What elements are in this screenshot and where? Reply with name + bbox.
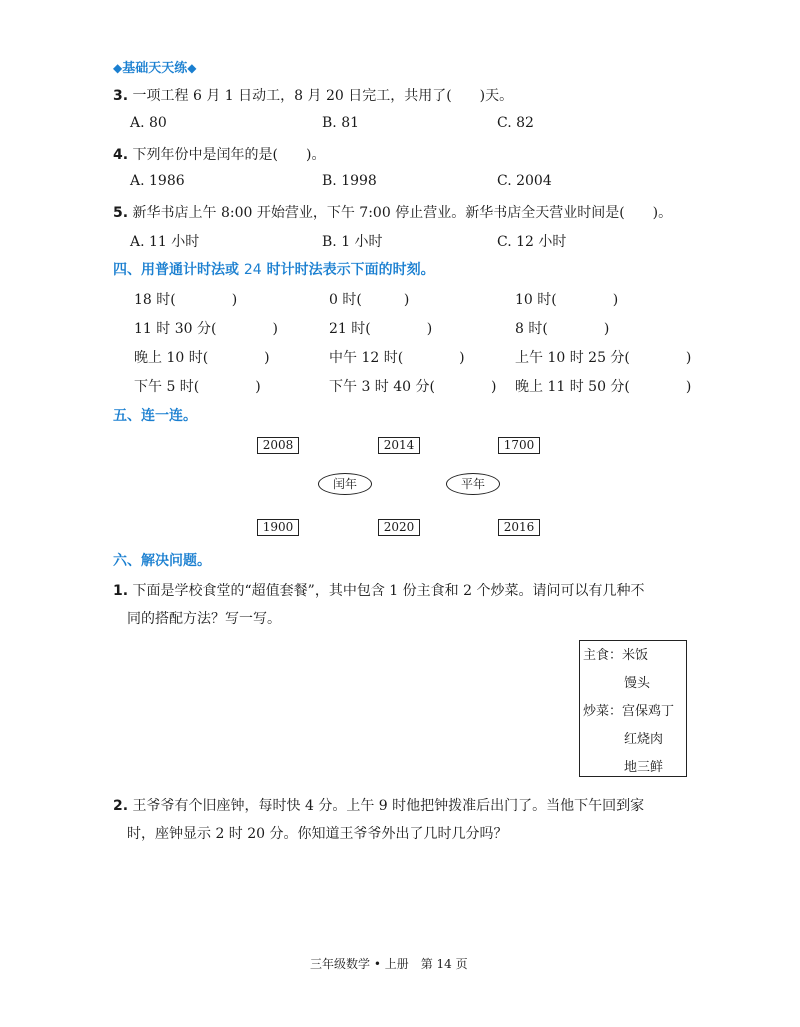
diamond-icon: ◆ bbox=[187, 61, 197, 75]
problem-number: 2. bbox=[113, 798, 129, 814]
question-stem: 新华书店上午 8:00 开始营业，下午 7:00 停止营业。新华书店全天营业时间是( )。 bbox=[132, 205, 673, 221]
section-5-title: 五、连一连。 bbox=[113, 408, 197, 424]
diamond-icon: ◆ bbox=[113, 61, 123, 75]
question-number: 3. bbox=[113, 88, 129, 104]
time-item: 上午 10 时 25 分( ) bbox=[515, 350, 692, 366]
question-4 bbox=[113, 144, 325, 164]
common-year-oval[interactable]: 平年 bbox=[446, 473, 500, 495]
year-box[interactable]: 2014 bbox=[378, 437, 420, 454]
time-item: 下午 5 时( ) bbox=[134, 379, 261, 395]
option-a: A. 11 小时 bbox=[130, 234, 200, 250]
time-item: 晚上 11 时 50 分( ) bbox=[515, 379, 692, 395]
time-item: 晚上 10 时( ) bbox=[134, 350, 270, 366]
year-box[interactable]: 1900 bbox=[257, 519, 299, 536]
problem-2-line2: 时，座钟显示 2 时 20 分。你知道王爷爷外出了几时几分吗？ bbox=[127, 826, 508, 842]
option-b: B. 1 小时 bbox=[322, 234, 383, 250]
option-c: C. 82 bbox=[497, 115, 534, 131]
year-box[interactable]: 2016 bbox=[498, 519, 540, 536]
section-4-prefix: 四、用普通计时法或 bbox=[113, 262, 244, 278]
page-footer: 三年级数学 • 上册 第 14 页 bbox=[310, 957, 468, 971]
section-4-number: 24 bbox=[243, 262, 262, 278]
year-box[interactable]: 2020 bbox=[378, 519, 420, 536]
time-item: 18 时( ) bbox=[134, 292, 238, 308]
time-item: 21 时( ) bbox=[329, 321, 433, 337]
option-b: B. 81 bbox=[322, 115, 360, 131]
time-item: 0 时( ) bbox=[329, 292, 410, 308]
problem-text: 下面是学校食堂的“超值套餐”，其中包含 1 份主食和 2 个炒菜。请问可以有几种不 bbox=[132, 583, 645, 599]
time-item: 下午 3 时 40 分( ) bbox=[329, 379, 497, 395]
menu-dish-item: 地三鲜 bbox=[624, 760, 664, 775]
menu-staple-item: 馒头 bbox=[624, 676, 651, 691]
question-stem: 下列年份中是闰年的是( )。 bbox=[132, 147, 326, 163]
banner-text: 基础天天练 bbox=[122, 61, 188, 76]
option-c: C. 2004 bbox=[497, 173, 552, 189]
year-box[interactable]: 1700 bbox=[498, 437, 540, 454]
option-b: B. 1998 bbox=[322, 173, 377, 189]
menu-dish-item: 红烧肉 bbox=[624, 732, 664, 747]
question-stem: 一项工程 6 月 1 日动工，8 月 20 日完工，共用了( )天。 bbox=[132, 88, 514, 104]
question-number: 4. bbox=[113, 147, 129, 163]
time-item: 中午 12 时( ) bbox=[329, 350, 465, 366]
leap-year-oval[interactable]: 闰年 bbox=[318, 473, 372, 495]
section-6-title: 六、解决问题。 bbox=[113, 553, 211, 569]
problem-2 bbox=[113, 795, 644, 815]
menu-staple: 主食：米饭 bbox=[583, 648, 649, 663]
option-c: C. 12 小时 bbox=[497, 234, 567, 250]
time-item: 10 时( ) bbox=[515, 292, 619, 308]
problem-number: 1. bbox=[113, 583, 129, 599]
section-4-title bbox=[113, 259, 435, 279]
set-meal-menu bbox=[579, 640, 687, 777]
menu-dish: 炒菜：宫保鸡丁 bbox=[583, 704, 675, 719]
question-3 bbox=[113, 85, 513, 105]
year-box[interactable]: 2008 bbox=[257, 437, 299, 454]
problem-1 bbox=[113, 580, 644, 600]
option-a: A. 80 bbox=[130, 115, 167, 131]
option-a: A. 1986 bbox=[130, 173, 185, 189]
section-banner bbox=[113, 57, 196, 76]
time-item: 8 时( ) bbox=[515, 321, 610, 337]
problem-text: 王爷爷有个旧座钟，每时快 4 分。上午 9 时他把钟拨准后出门了。当他下午回到家 bbox=[132, 798, 645, 814]
time-item: 11 时 30 分( ) bbox=[134, 321, 278, 337]
question-number: 5. bbox=[113, 205, 129, 221]
problem-1-line2: 同的搭配方法？写一写。 bbox=[127, 611, 281, 627]
section-4-suffix: 时计时法表示下面的时刻。 bbox=[261, 262, 435, 278]
question-5 bbox=[113, 202, 672, 222]
